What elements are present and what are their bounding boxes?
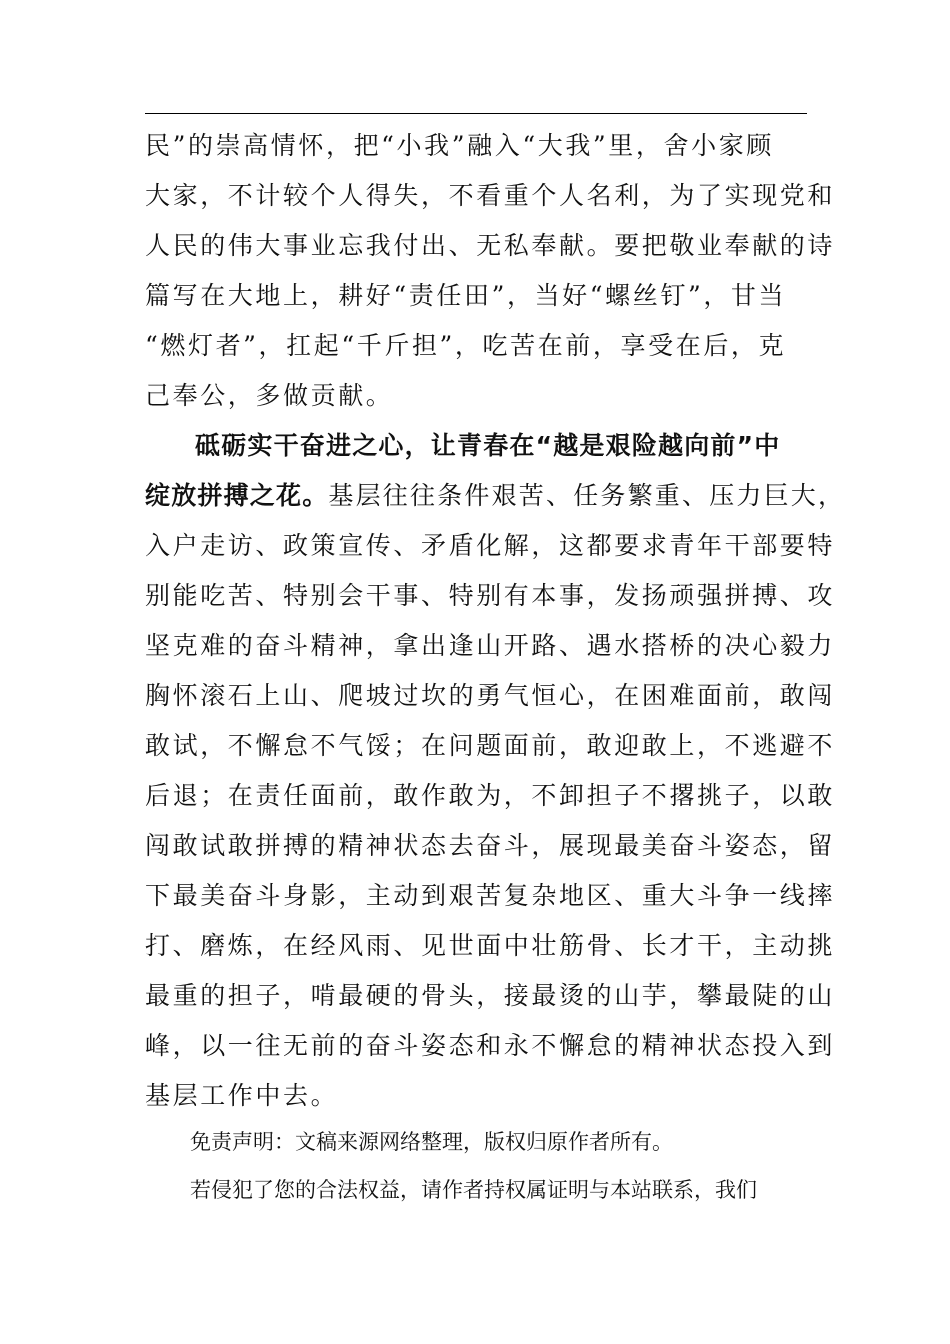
- text-line: “燃灯者”，扛起“千斤担”，吃苦在前，享受在后，克: [145, 331, 787, 360]
- section-heading: 砥砺实干奋进之心，让青春在“越是艰险越向前”中: [195, 431, 781, 460]
- disclaimer-line: 若侵犯了您的合法权益，请作者持权属证明与本站联系，我们: [190, 1178, 757, 1202]
- text-line: 入户走访、政策宣传、矛盾化解，这都要求青年干部要特: [145, 531, 836, 560]
- text-line: 民”的崇高情怀，把“小我”融入“大我”里，舍小家顾: [145, 131, 774, 160]
- text-line: 大家，不计较个人得失，不看重个人名利，为了实现党和: [145, 181, 836, 210]
- text-line: 人民的伟大事业忘我付出、无私奉献。要把敬业奉献的诗: [145, 231, 836, 260]
- text-line: 篇写在大地上，耕好“责任田”，当好“螺丝钉”，甘当: [145, 281, 787, 310]
- text-span: 基层往往条件艰苦、任务繁重、压力巨大，: [328, 481, 846, 510]
- text-line: 基层工作中去。: [145, 1081, 339, 1110]
- text-line: [145, 476, 846, 516]
- text-line: 坚克难的奋斗精神，拿出逢山开路、遇水搭桥的决心毅力: [145, 631, 836, 660]
- text-line: 敢试，不懈怠不气馁；在问题面前，敢迎敢上，不逃避不: [145, 731, 836, 760]
- text-line: 己奉公，多做贡献。: [145, 381, 394, 410]
- text-line: 别能吃苦、特别会干事、特别有本事，发扬顽强拼搏、攻: [145, 581, 836, 610]
- text-line: 打、磨炼，在经风雨、见世面中壮筋骨、长才干，主动挑: [145, 931, 836, 960]
- disclaimer-line: 免责声明：文稿来源网络整理，版权归原作者所有。: [190, 1130, 673, 1154]
- header-rule: [145, 113, 807, 114]
- text-line: 下最美奋斗身影，主动到艰苦复杂地区、重大斗争一线摔: [145, 881, 836, 910]
- text-line: 闯敢试敢拼搏的精神状态去奋斗，展现最美奋斗姿态，留: [145, 831, 836, 860]
- text-line: 最重的担子，啃最硬的骨头，接最烫的山芋，攀最陡的山: [145, 981, 836, 1010]
- text-line: 胸怀滚石上山、爬坡过坎的勇气恒心，在困难面前，敢闯: [145, 681, 836, 710]
- section-heading-continued: 绽放拼搏之花。: [145, 481, 329, 510]
- text-line: 后退；在责任面前，敢作敢为，不卸担子不撂挑子，以敢: [145, 781, 836, 810]
- text-line: 峰，以一往无前的奋斗姿态和永不懈怠的精神状态投入到: [145, 1031, 836, 1060]
